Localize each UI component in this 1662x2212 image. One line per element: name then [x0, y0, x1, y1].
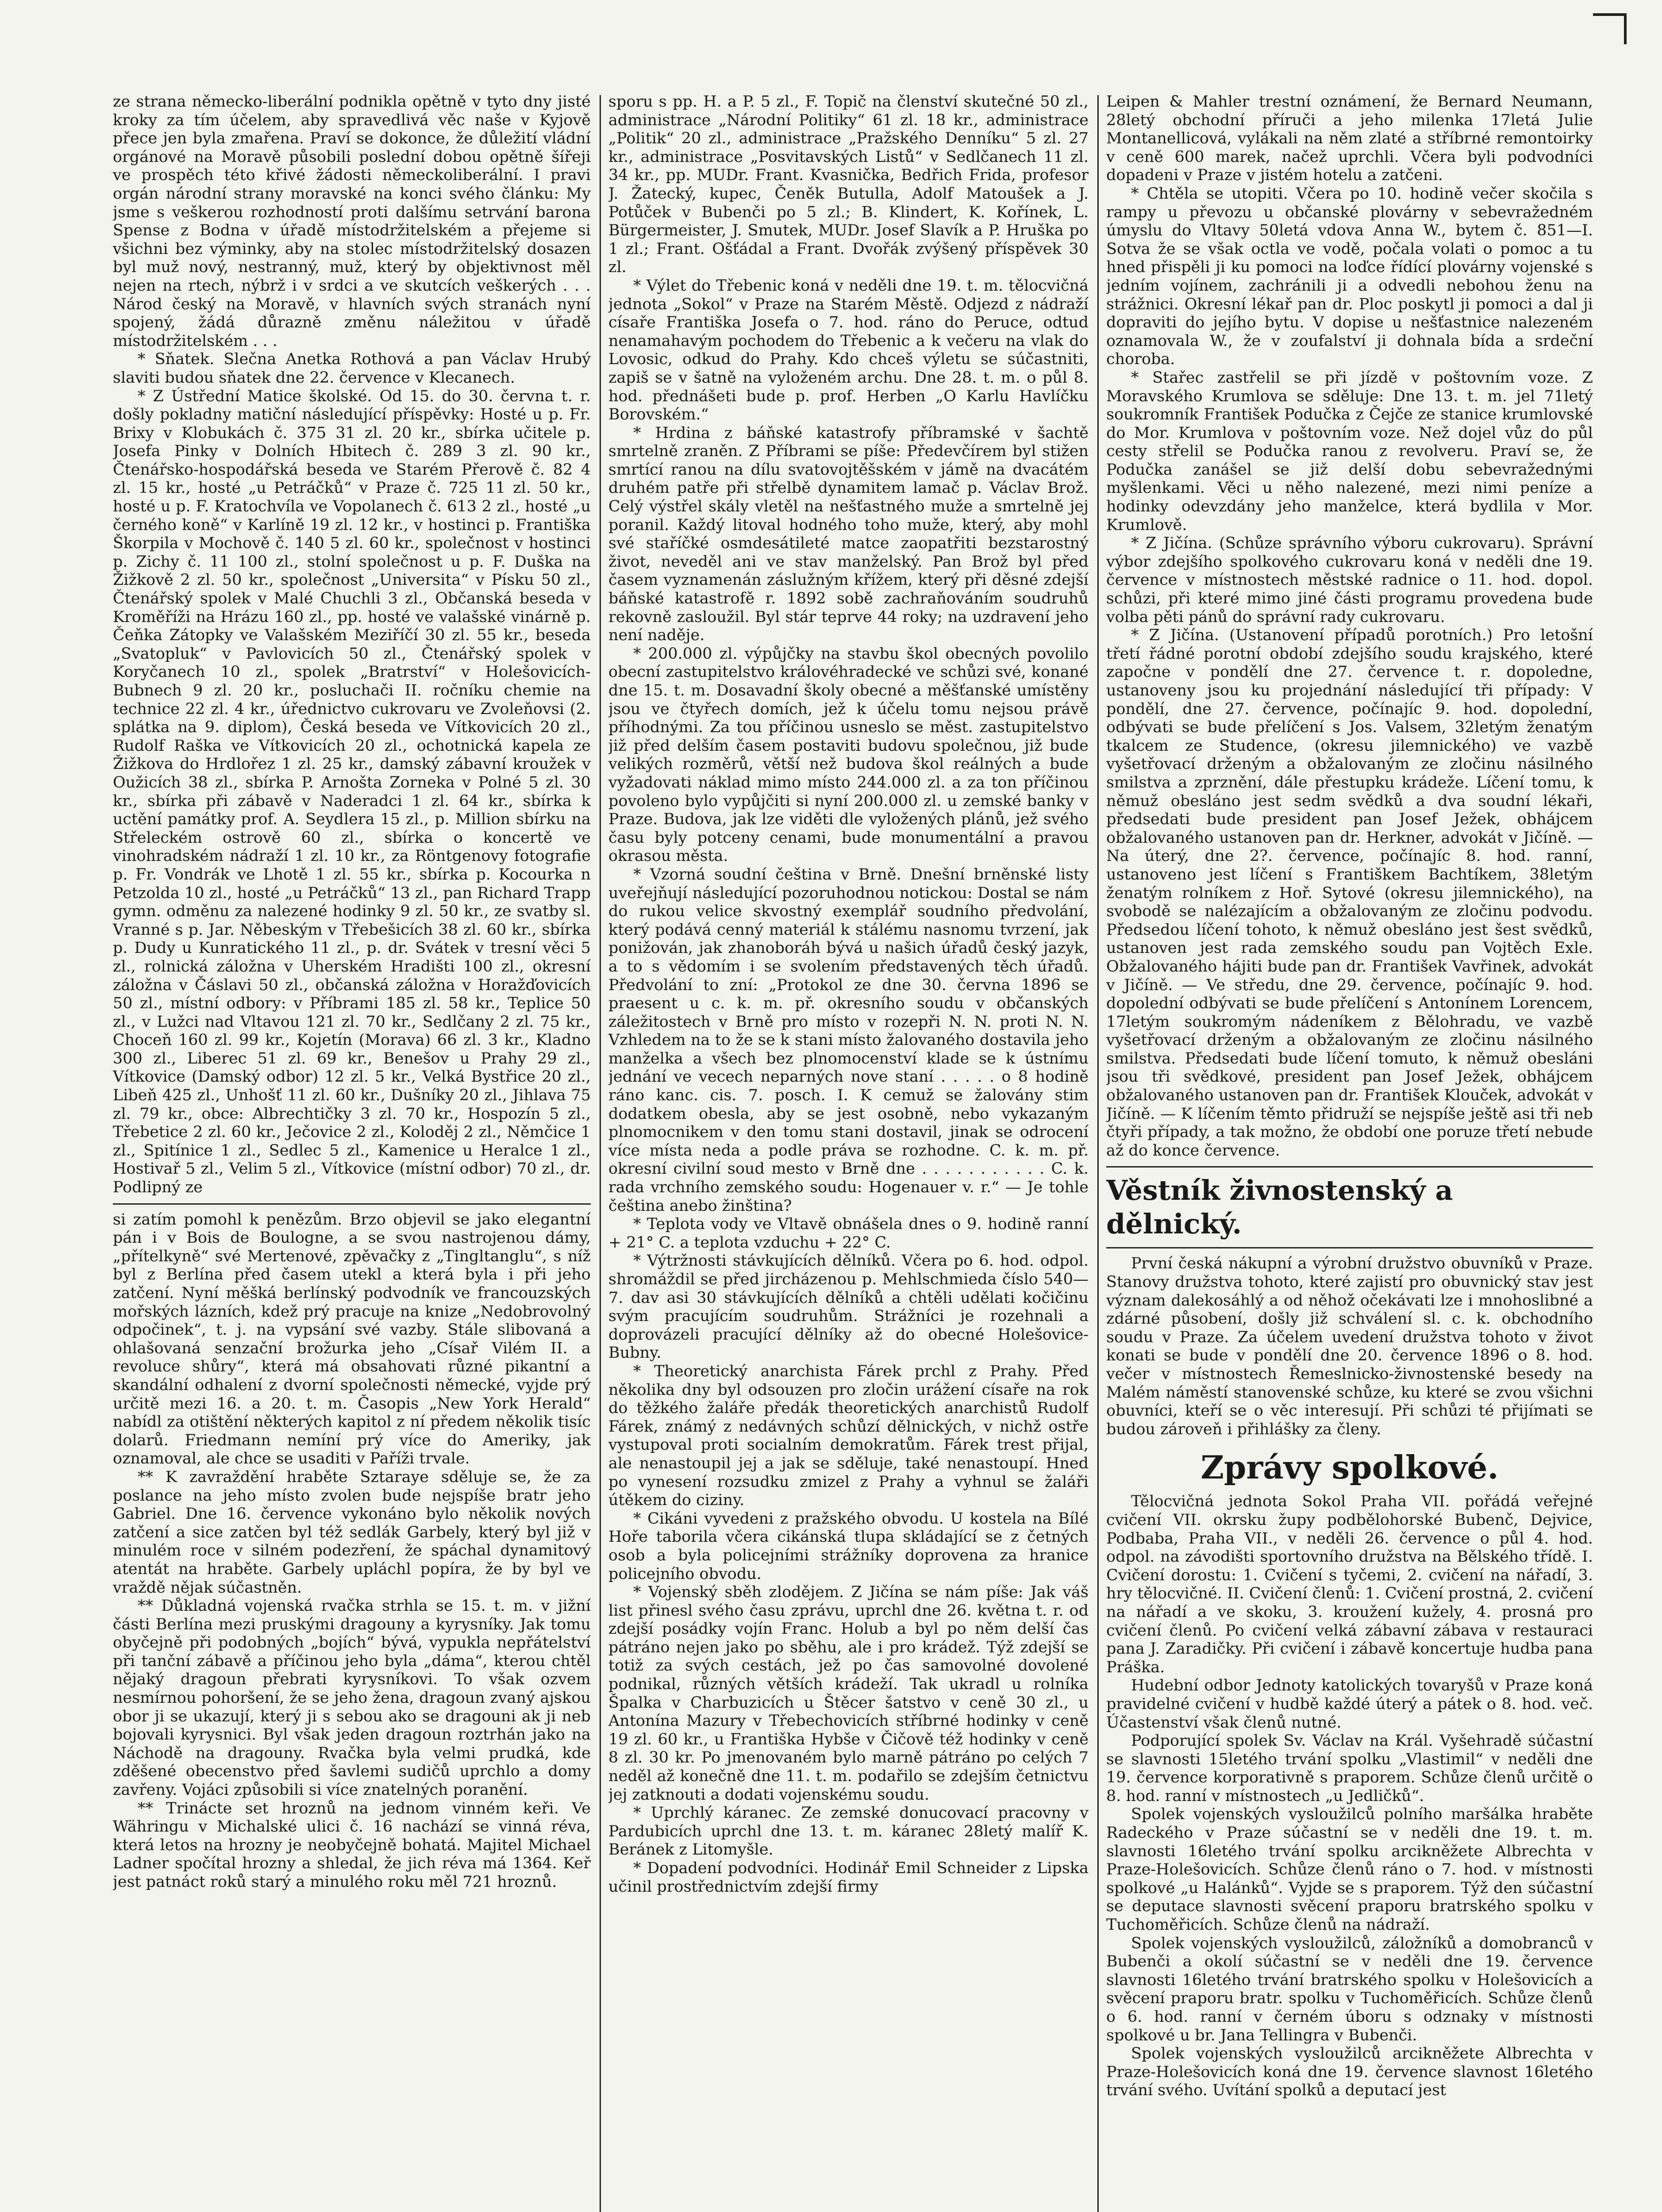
article-paragraph: Podporující spolek Sv. Václav na Král. Vyšehradě súčastní se slavnosti 15letého trvání spolku „Vlastimil“ v neděli dne 19. července korporativně s praporem. Schůze členů určitě o 8. hod. ranní v místnostech „u Jedličků“.	[1106, 1732, 1593, 1805]
article-paragraph: * Výlet do Třebenic koná v neděli dne 19. t. m. tělocvičná jednota „Sokol“ v Praze na Starém Městě. Odjezd z nádraží císaře Františka Josefa o 7. hod. ráno do Peruce, odtud nenamahavým pochodem do Třebenic a k večeru na vlak do Lovosic, odkud do Prahy. Kdo chceš výletu se súčastniti, zapiš se v šatně na vyloženém archu. Dne 28. t. m. o půl 8. hod. přednášeti bude p. prof. Herben „O Karlu Havlíčku Borovském.“	[608, 276, 1089, 424]
article-paragraph: ** Důkladná vojenská rvačka strhla se 15. t. m. v jižní části Berlína mezi pruskými dragouny a kyrysníky. Jak tomu obyčejně při podobných „bojích“ bývá, vypukla nepřátelství při tanční zábavě a příčinou jeho byla „dáma“, kterou chtěl nějaký dragoun přebrati kyrysníkovi. To však ozvem nesmírnou pohoršení, že se jeho žena, dragoun zvaný ajskou obor ji se ukazují, který ji s sebou ako se dragouni ak ji neb bojovali kyrysnici. Byl však jeden dragoun roztrhán jako na Náchodě na dragouny. Rvačka byla velmi prudká, kde zděšené obecenstvo před šavlemi sudičů uprchlo a domy zavřeny. Vojáci způsobili si více znatelných poranění.	[113, 1597, 591, 1799]
article-paragraph: Spolek vojenských vysloužilců polního maršálka hraběte Radeckého v Praze súčastní se v neděli dne 19. t. m. slavnosti 16letého trvání spolku arcikněžete Albrechta v Praze-Holešovicích. Schůze členů ráno o 7. hod. v místnosti spolkové „u Halánků“. Vyjde se s praporem. Týž den súčastní se deputace slavnosti svěcení praporu bratrského spolku v Tuchoměřicích. Schůze členů na nádraží.	[1106, 1805, 1593, 1934]
article-paragraph: Spolek vojenských vysloužilců arcikněžete Albrechta v Praze-Holešovicích koná dne 19. července slavnost 16letého trvání svého. Uvítání spolků a deputací jest	[1106, 2045, 1593, 2100]
article-paragraph: * Z Jičína. (Schůze správního výboru cukrovaru). Správní výbor zdejšího spolkového cukrovaru koná v neděli dne 19. července v místnostech městské radnice o 11. hod. dopol. schůzi, při které mimo jiné části programu provedena bude volba pěti pánů do správní rady cukrovaru.	[1106, 534, 1593, 626]
section-divider	[1106, 1247, 1593, 1248]
article-paragraph: Leipen & Mahler trestní oznámení, že Bernard Neumann, 28letý obchodní příruči a jeho milenka 17letá Julie Montanellicová, vylákali na něm zlaté a stříbrné remontoirky v ceně 600 marek, načež uprchli. Včera byli podvodníci dopadeni v Praze v jistém hotelu a zatčeni.	[1106, 93, 1593, 184]
article-paragraph: * Teplota vody ve Vltavě obnášela dnes o 9. hodině ranní + 21° C. a teplota vzduchu + 22° C.	[608, 1215, 1089, 1252]
article-paragraph: Tělocvičná jednota Sokol Praha VII. pořádá veřejné cvičení VII. okrsku župy podbělohorské Bubenč, Dejvice, Podbaba, Praha VII., v neděli 26. července o půl 4. hod. odpol. na závodišti sportovního družstva na Bělského třídě. I. Cvičení dorostu: 1. Cvičení s tyčemi, 2. cvičení na nářadí, 3. hry tělocvičné. II. Cvičení členů: 1. Cvičení prostná, 2. cvičení na nářadí a ve skoku, 3. kroužení kužely, 4. prosná pro cvičení členů. Po cvičení velká zábavní zábava v restauraci pana J. Zaradičky. Při cvičení i zábavě koncertuje hudba pana Práška.	[1106, 1493, 1593, 1676]
article-paragraph: * Stařec zastřelil se při jízdě v poštovním voze. Z Moravského Krumlova se sděluje: Dne 13. t. m. jel 71letý soukromník František Podučka z Čejče ze stanice krumlovské do Mor. Krumlova v poštovním voze. Než dojel vůz do půl cesty střelil se Podučka ranou z revolveru. Praví se, že Podučka zanášel se již delší dobu sebevražednými myšlenkami. Věci u něho nalezené, mezi nimi peníze a hodinky odevzdány jeho manželce, která bydlila v Mor. Krumlově.	[1106, 369, 1593, 534]
column-3	[1106, 93, 1593, 2212]
article-paragraph: si zatím pomohl k penězům. Brzo objevil se jako elegantní pán i v Bois de Boulogne, a se svou nastrojenou dámy, „přítelkyně“ své Mertenové, zpěvačky z „Tingltanglu“, s níž byl z Berlína před časem utekl a která byla i při jeho zatčení. Nyní měšká berlínský podvodník ve francouzských mořských lázních, kdež prý pracuje na knize „Nedobrovolný odpočinek“, t. j. na vypsání své vazby. Stále slibovaná a ohlašovaná senzační brožurka jeho „Císař Vilém II. a revoluce shůry“, která má obsahovati různé pikantní a skandální odhalení z dvorní společnosti německé, vyjde prý určitě mezi 16. a 20. t. m. Časopis „New York Herald“ nabídl za otištění některých kapitol z ní předem několik tisíc dolarů. Friedmann nemíní prý více do Ameriky, jak oznamoval, ale chce se usaditi v Paříži trvale.	[113, 1210, 591, 1468]
article-paragraph: * Výtržnosti stávkujících dělníků. Včera po 6. hod. odpol. shromáždil se před jircházenou p. Mehlschmieda číslo 540—7. dav asi 30 stávkujících dělníků a chtěli udělati kočičinu svým pracujícím soudruhům. Strážníci je rozehnali a doprovázeli pracující dělníky až do obecné Holešovice-Bubny.	[608, 1252, 1089, 1362]
section-divider	[113, 1203, 591, 1205]
article-paragraph: ** Trinácte set hroznů na jednom vinném keři. Ve Währingu v Michalské ulici č. 16 nachází se vinná réva, která letos na hrozny je neobyčejně bohatá. Majitel Michael Ladner spočítal hrozny a shledal, že jich réva má 1364. Keř jest patnáct roků starý a minulého roku měl 721 hroznů.	[113, 1799, 591, 1891]
column-1	[113, 93, 591, 2212]
article-paragraph: * Sňatek. Slečna Anetka Rothová a pan Václav Hrubý slaviti budou sňatek dne 22. července v Klecanech.	[113, 350, 591, 387]
article-paragraph: * Hrdina z báňské katastrofy příbramské v šachtě smrtelně zraněn. Z Příbrami se píše: Předevčírem byl stižen smrtící ranou na dílu svatovojtěšském v jámě na dvacátém druhém patře při střelbě dynamitem lamač p. Václav Brož. Celý výstřel skály vletěl na nešťastného muže a smrtelně jej poranil. Každý litoval hodného toho muže, který, aby mohl své staříčké osmdesátileté matce zaopatřiti bezstarostný život, neveděl ani ve stav manželský. Pan Brož byl před časem vyznamenán záslužným křížem, který při děsné zdejší báňské katastrofě r. 1892 sobě zachraňováním soudruhů rekovně zasloužil. Byl stár teprve 44 roky; na uzdravení jeho není naděje.	[608, 424, 1089, 645]
column-rule-2	[1097, 95, 1099, 2212]
article-paragraph: sporu s pp. H. a P. 5 zl., F. Topič na členství skutečné 50 zl., administrace „Národní Politiky“ 61 zl. 18 kr., administrace „Politik“ 20 zl., administrace „Pražského Denníku“ 5 zl. 27 kr., administrace „Posvitavských Listů“ v Sedlčanech 11 zl. 34 kr., pp. MUDr. Frant. Kvasnička, Bedřich Frida, profesor J. Žatecký, kupec, Čeněk Butulla, Adolf Matoušek a J. Potůček v Bubenči po 5 zl.; B. Klindert, K. Kořínek, L. Bürgermeister, J. Smutek, MUDr. Josef Slavík a P. Hruška po 1 zl.; Frant. Ošťádal a Frant. Dvořák zvýšený příspěvek 30 zl.	[608, 93, 1089, 276]
column-rule-1	[600, 95, 601, 2212]
page-corner-mark-top	[1593, 13, 1627, 16]
article-paragraph: Spolek vojenských vysloužilců, záložníků a domobranců v Bubenči a okolí súčastní se v neděli dne 19. července slavnosti 16letého trvání bratrského spolku v Holešovicích a svěcení praporu bratr. spolku v Tuchoměřicích. Schůze členů o 6. hod. ranní v černém úboru s odznaky v místnosti spolkové u br. Jana Tellingra v Bubenči.	[1106, 1934, 1593, 2044]
article-paragraph: * Vojenský sběh zlodějem. Z Jičína se nám píše: Jak váš list přinesl svého času zprávu, uprchl dne 26. května t. r. od zdejší posádky vojín Franc. Holub a byl po něm delší čas pátráno nejen jako po sběhu, ale i pro krádež. Týž zdejší se totiž za svých cestách, jež po čas samovolné dovolené podnikal, různých větších krádeží. Tak ukradl u rolníka Špalka v Charbuzicích u Štěcer šatstvo v ceně 30 zl., u Antonína Mazury v Třebechovicích stříbrné hodinky v ceně 19 zl. 60 kr., u Františka Hybše v Čičově též hodinky v ceně 8 zl. 30 kr. Po jmenovaném bylo marně pátráno po celých 7 neděl až konečně dne 11. t. m. podařilo se zdejším četnictvu jej zatknouti a dodati vojenskému soudu.	[608, 1583, 1089, 1804]
article-paragraph: * Z Jičína. (Ustanovení případů porotních.) Pro letošní třetí řádné porotní období zdejšího soudu krajského, které započne v pondělí dne 27. července t. r. dopoledne, ustanoveny jsou ku projednání následující tři případy: V pondělí, dne 27. července, počínajíc 9. hod. dopolední, odbývati se bude přelíčení s Jos. Valsem, 32letým ženatým tkalcem ze Studence, (okresu jilemnického) ve vazbě vyšetřovací drženým a obžalovaným ze zločinu násilného smilstva a zprznění, dále přestupku krádeže. Líčení tomu, k němuž obesláno jest sedm svědků a dva soudní lékaři, předsedati bude president pan Josef Ježek, obhájcem obžalovaného ustanoven pan dr. Herkner, advokát v Jičíně. — Na úterý, dne 2?. července, počínajíc 8. hod. ranní, ustanoveno jest líčení s Františkem Bachtíkem, 38letým ženatým rolníkem z Hoř. Sytové (okresu jilemnického), na svobodě se nalézajícím a obžalovaným ze zločinu podvodu. Předsedou líčení tohoto, k němuž obesláno jest šest svědků, ustanoven jest rada zemského soudu pan Vojtěch Exle. Obžalovaného hájiti bude pan dr. František Vavřinek, advokát v Jičíně. — Ve středu, dne 29. července, počínajíc 9. hod. dopolední odbývati se bude přelíčení s Antonínem Lorencem, 17letým soukromým nádeníkem z Bělohradu, ve vazbě vyšetřovací drženým a obžalovaným ze zločinu násilného smilstva. Předsedati bude líčení tomuto, k němuž obesláni jsou tři svědkové, president pan Josef Ježek, obhájcem obžalovaného ustanoven pan dr. František Klouček, advokát v Jičíně. — K líčením těmto přidruží se nejspíše ještě asi tři neb čtyři případy, a tak možno, že období one poruze třetí nebude až do konce července.	[1106, 626, 1593, 1160]
article-paragraph: * Chtěla se utopiti. Včera po 10. hodině večer skočila s rampy u převozu u občanské plovárny v sebevražedném úmyslu do Vltavy 50letá vdova Anna W., bytem č. 851—I. Sotva že se však octla ve vodě, počala volati o pomoc a tu hned přispěli ji ku pomoci na loďce řídící plovárny vojenské s jedním vojínem, zachránili ji a odvedli nebohou ženu na strážnici. Okresní lékař pan dr. Ploc poskytl ji pomoci a dal ji dopraviti do jejího bytu. V dopise u nešťastnice nalezeném oznamovala W., že v zoufalství ji dohnala bída a srdeční choroba.	[1106, 184, 1593, 369]
article-paragraph: * 200.000 zl. výpůjčky na stavbu škol obecných povolilo obecní zastupitelstvo královéhradecké ve schůzi své, konané dne 15. t. m. Dosavadní školy obecné a měšťanské umístěny jsou ve čtyřech domích, jež k účelu tomu nejsou právě příhodnými. Za tou příčinou usneslo se měst. zastupitelstvo již před delším časem postaviti budovu společnou, již bude velikých rozměrů, větší než budova škol reálných a bude vyžadovati náklad mimo místo 244.000 zl. a za ton příčinou povoleno bylo vypůjčiti si nyní 200.000 zl. u zemské banky v Praze. Budova, jak lze viděti dle vyložených plánů, jež svého času byly potceny cenami, bude monumentální a pravou okrasou města.	[608, 645, 1089, 865]
section-divider	[1106, 1166, 1593, 1167]
article-paragraph: * Z Ústřední Matice školské. Od 15. do 30. června t. r. došly pokladny matiční následující příspěvky: Hosté u p. Fr. Brixy v Klobukách č. 375 31 zl. 20 kr., sbírka učitele p. Josefa Pinky v Dolních Hbitech č. 289 3 zl. 90 kr., Čtenářsko-hospodářská beseda ve Starém Přerově č. 82 4 zl. 15 kr., hosté „u Petráčků“ v Praze č. 725 11 zl. 50 kr., hosté u p. F. Kratochvíla ve Vopolanech č. 613 2 zl., hosté „u černého koně“ v Karlíně 19 zl. 12 kr., v hostinci p. Františka Škorpila v Mochově č. 140 5 zl. 60 kr., společnost v hostinci p. Zichy č. 11 100 zl., stolní společnost u p. F. Duška na Žižkově 2 zl. 50 kr., společnost „Universita“ v Písku 50 zl., Čtenářský spolek v Malé Chuchli 3 zl., Občanská beseda v Kroměříži na Hrázu 160 zl., pp. hosté ve valašské vinárně p. Čeňka Zátopky ve Valašském Meziříčí 30 zl. 55 kr., beseda „Svatopluk“ v Pavlovicích 50 zl., Čtenářský spolek v Koryčanech 10 zl., spolek „Bratrství“ v Holešovicích-Bubnech 9 zl. 20 kr., posluchači II. ročníku chemie na technice 22 zl. 4 kr., úřednictvo cukrovaru ve Zvoleňovsi (2. splátka na 9. diplom), Česká beseda ve Vítkovicích 20 zl., Rudolf Raška ve Vítkovicích 20 zl., ochotnická kapela ze Žižkova do Hrdlořez 1 zl. 25 kr., damský zábavní kroužek v Oužicích 38 zl., sbírka P. Arnošta Zorneka v Polné 5 zl. 30 kr., sbírka při zábavě v Naderadci 1 zl. 64 kr., sbírka k uctění památky prof. A. Seydlera 15 zl., p. Million sbírku na Střeleckém ostrově 60 zl., sbírka o koncertě ve vinohradském nádraží 1 zl. 10 kr., za Röntgenovy fotografie p. Fr. Vondrák ve Lhotě 1 zl. 55 kr., sbírka p. Kocourka n Petzolda 10 zl., hosté „u Petráčků“ 13 zl., pan Richard Trapp gymn. odměnu za nalezené hodinky 9 zl. 50 kr., ze svatby sl. Vranné s p. Jar. Něbeským v Třebešicích 38 zl. 60 kr., sbírka p. Dudy u Kunratického 11 zl., p. dr. Svátek v tresní věci 5 zl., rolnická záložna v Uherském Hradišti 100 zl., okresní záložna v Čáslavi 50 zl., občanská záložna v Horažďovicích 50 zl., místní odbory: v Příbrami 185 zl. 58 kr., Teplice 50 zl., v Lužci nad Vltavou 121 zl. 70 kr., Sedlčany 2 zl. 75 kr., Choceň 160 zl. 99 kr., Kojetín (Morava) 66 zl. 3 kr., Kladno 300 zl., Liberec 51 zl. 69 kr., Benešov u Prahy 29 zl., Vítkovice (Damský odbor) 12 zl. 5 kr., Velká Bystřice 20 zl., Libeň 425 zl., Unhošť 11 zl. 60 kr., Dušníky 20 zl., Jihlava 75 zl. 79 kr., obce: Albrechtičky 3 zl. 70 kr., Hospozín 5 zl., Třebetice 2 zl. 60 kr., Ječovice 2 zl., Koloděj 2 zl., Němčice 1 zl., Spitínice 1 zl., Sedlec 5 zl., Kamenice u Heralce 1 zl., Hostivař 5 zl., Velim 5 zl., Vítkovice (místní odbor) 70 zl., dr. Podlipný ze	[113, 387, 591, 1197]
article-paragraph: ze strana německo-liberální podnikla opětně v tyto dny jisté kroky za tím účelem, aby spravedlivá věc naše v Kyjově přece jen byla zmařena. Praví se dokonce, že důležití vládní orgánové na Moravě působili poslední dobou opětně šířeji ve prospěch této křivé žádosti německoliberální. I pravi orgán národní strany moravské na konci svého článku: My jsme s veškerou rozhodností proti dalšímu setrvání barona Spense z Bodna v úřadě místodržitelském a přejeme si všichni bez výminky, aby na stolec místodržitelský dosazen byl muž nový, nestranný, muž, který by objektivnost měl nejen na rtech, nýbrž i v srdci a ve skutcích veškerých . . . Národ český na Moravě, v hlavních svých stranách nyní spojený, žádá důrazně změnu náležitou v úřadě místodržitelském . . .	[113, 93, 591, 350]
article-paragraph: Hudební odbor Jednoty katolických tovaryšů v Praze koná pravidelné cvičení v hudbě každé úterý a pátek o 8. hod. več. Účastenství však členů nutné.	[1106, 1677, 1593, 1732]
article-paragraph: ** K zavraždění hraběte Sztaraye sděluje se, že za poslance na jeho místo zvolen bude nejspíše bratr jeho Gabriel. Dne 16. července vykonáno bylo několik nových zatčení a sice zatčen byl též sedlák Garbely, který byl již v minulém roce v silném podezření, že spáchal dynamitový atentát na hraběte. Garbely upláchl popíra, že by byl ve vraždě nějak súčastněn.	[113, 1468, 591, 1597]
article-paragraph: První česká nákupní a výrobní družstvo obuvníků v Praze. Stanovy družstva tohoto, které zajistí pro obuvnický stav jest význam dalekosáhlý a od něhož očekávati lze i mnohoslibné a zdárné působení, došly již schválení sl. c. k. obchodního soudu v Praze. Za účelem uvedení družstva tohoto v život konati se bude v pondělí dne 20. července 1896 o 8. hod. večer v místnostech Řemeslnicko-živnostenské besedy na Malém náměstí stanovenské schůze, ku které se zvou všichni obuvníci, kteří se o věc interesují. Při schůzi té přijímati se budou zároveň i přihlášky za členy.	[1106, 1255, 1593, 1438]
article-paragraph: * Uprchlý káranec. Ze zemské donucovací pracovny v Pardubicích uprchl dne 13. t. m. káranec 28letý malíř K. Beránek z Litomyšle.	[608, 1804, 1089, 1859]
section-heading-vestnik: Věstník živnostenský a dělnický.	[1106, 1174, 1453, 1240]
article-paragraph: * Theoretický anarchista Fárek prchl z Prahy. Před několika dny byl odsouzen pro zločin urážení císaře na rok do těžkého žaláře předák theoretických anarchistů Rudolf Fárek, známý z nedávných schůzí dělnických, v nichž ostře vystupoval proti socialním demokratům. Fárek trest přijal, ale nenastoupil jej a jak se sděluje, také nenastoupí. Hned po vynesení rozsudku zmizel z Prahy a vyhnul se žaláři útěkem do ciziny.	[608, 1362, 1089, 1509]
section-heading-zpravy: Zprávy spolkové.	[1200, 1448, 1499, 1486]
article-paragraph: * Dopadení podvodníci. Hodinář Emil Schneider z Lipska učinil prostřednictvím zdejší firmy	[608, 1859, 1089, 1896]
column-2	[608, 93, 1089, 2212]
article-paragraph: * Cikáni vyvedeni z pražského obvodu. U kostela na Bílé Hoře taborila včera cikánská tlupa skládající se z četných osob a byla policejními strážníky doprovena za hranice policejního obvodu.	[608, 1509, 1089, 1583]
article-paragraph: * Vzorná soudní čeština v Brně. Dnešní brněnské listy uveřejňují následující pozoruhodnou notickou: Dostal se nám do rukou velice skvostný exemplář soudního předvolání, který podává cenný materiál k stálému nasnomu tvrzení, jak ponižován, jak zhanoboráh bývá u našich úřadů český jazyk, a to s vědomím i se svolením představených těch úřadů. Předvolání to zní: „Protokol ze dne 30. června 1896 se praesent u c. k. m. př. okresního soudu v občanských záležitostech v Brně pro místo v rozepři N. N. proti N. N. Vzhledem na to že se k stani místo žalovaného dostavila jeho manželka a všech bez plnomocenství klade se k ústnímu jednání ve vecech neparných nove staní . . . . . o 8 hodině ráno kanc. cis. 7. posch. I. K cemuž se žalovány stim dodatkem obesla, aby se jest osobně, nebo vykazaným plnomocnikem v den tomu stani dostavil, jinak se odrocení více místa neda a podle práva se rozhodne. C. k. m. př. okresní civilní soud mesto v Brně dne . . . . . . . . . . . C. k. rada vrchního zemského soudu: Hogenauer v. r.“ — Je tohle čeština anebo žinština?	[608, 865, 1089, 1215]
page-corner-mark	[1624, 13, 1627, 44]
